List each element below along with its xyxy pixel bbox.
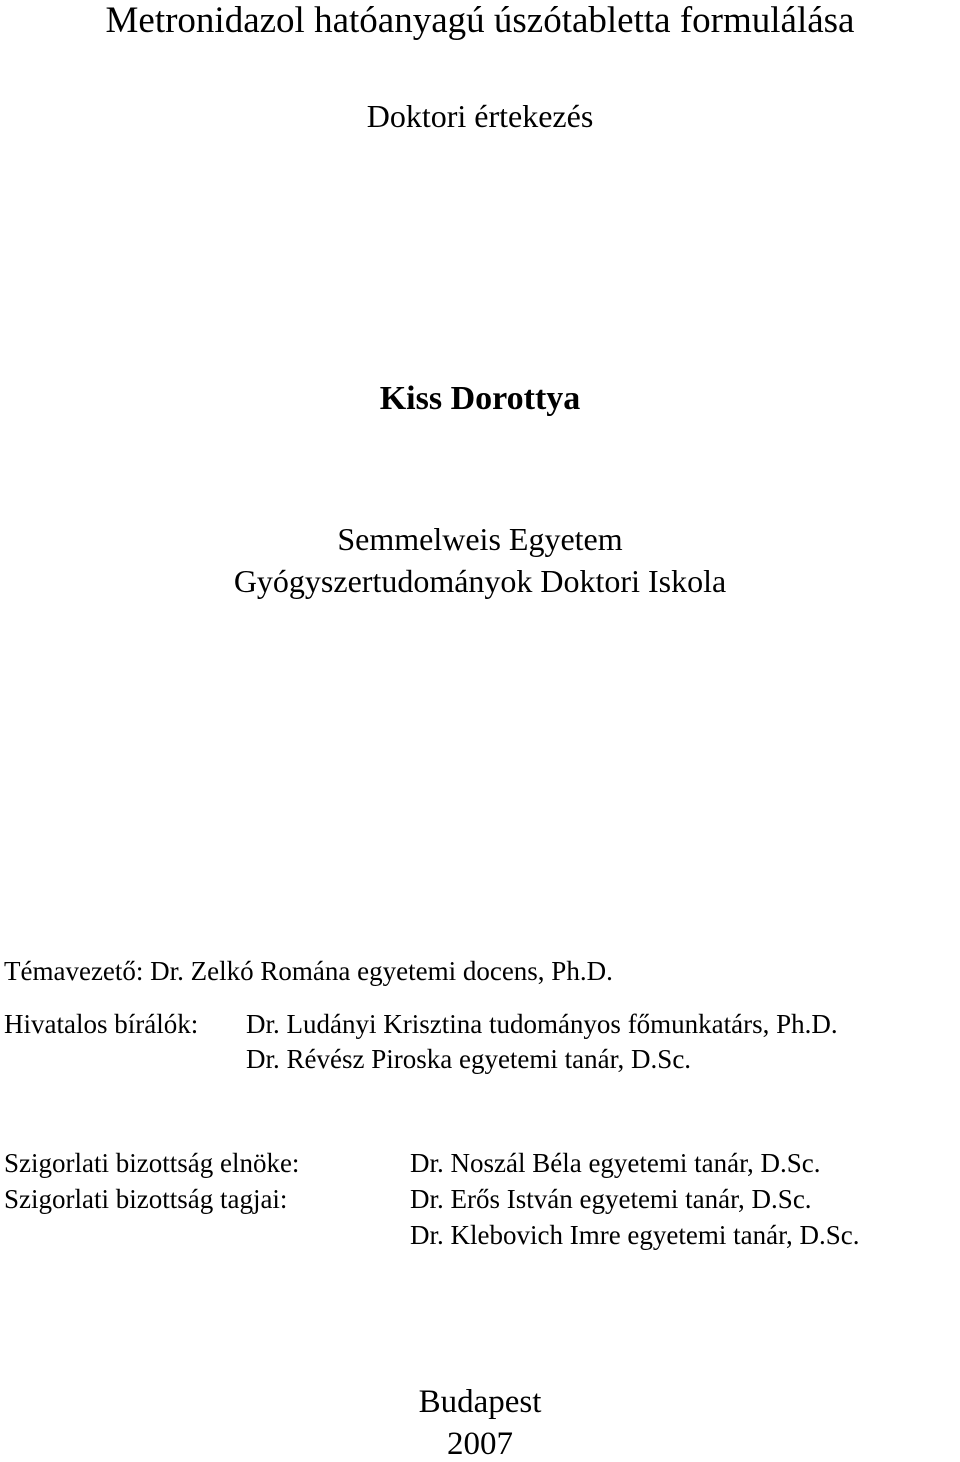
university-name: Semmelweis Egyetem	[337, 521, 623, 557]
committee-member-2: Dr. Klebovich Imre egyetemi tanár, D.Sc.	[410, 1220, 860, 1250]
reviewer-1: Dr. Ludányi Krisztina tudományos főmunkatárs, Ph.D.	[246, 1009, 838, 1039]
committee-chair-name: Dr. Noszál Béla egyetemi tanár, D.Sc.	[410, 1148, 821, 1178]
supervisor-line	[4, 958, 613, 985]
doctoral-school-name: Gyógyszertudományok Doktori Iskola	[233, 563, 727, 599]
reviewer-2: Dr. Révész Piroska egyetemi tanár, D.Sc.	[246, 1044, 692, 1074]
committee-member-1: Dr. Erős István egyetemi tanár, D.Sc.	[410, 1184, 812, 1214]
document-type: Doktori értekezés	[366, 98, 594, 134]
city: Budapest	[418, 1384, 542, 1420]
committee-chair-label: Szigorlati bizottság elnöke:	[4, 1148, 300, 1178]
reviewers-label: Hivatalos bírálók:	[4, 1009, 199, 1039]
supervisor-label: Témavezető:	[4, 956, 144, 986]
year: 2007	[447, 1426, 513, 1462]
committee-members-label: Szigorlati bizottság tagjai:	[4, 1184, 288, 1214]
thesis-title: Metronidazol hatóanyagú úszótabletta formulálása	[105, 0, 855, 41]
author-name: Kiss Dorottya	[379, 380, 581, 417]
supervisor-name: Dr. Zelkó Romána egyetemi docens, Ph.D.	[150, 956, 613, 986]
